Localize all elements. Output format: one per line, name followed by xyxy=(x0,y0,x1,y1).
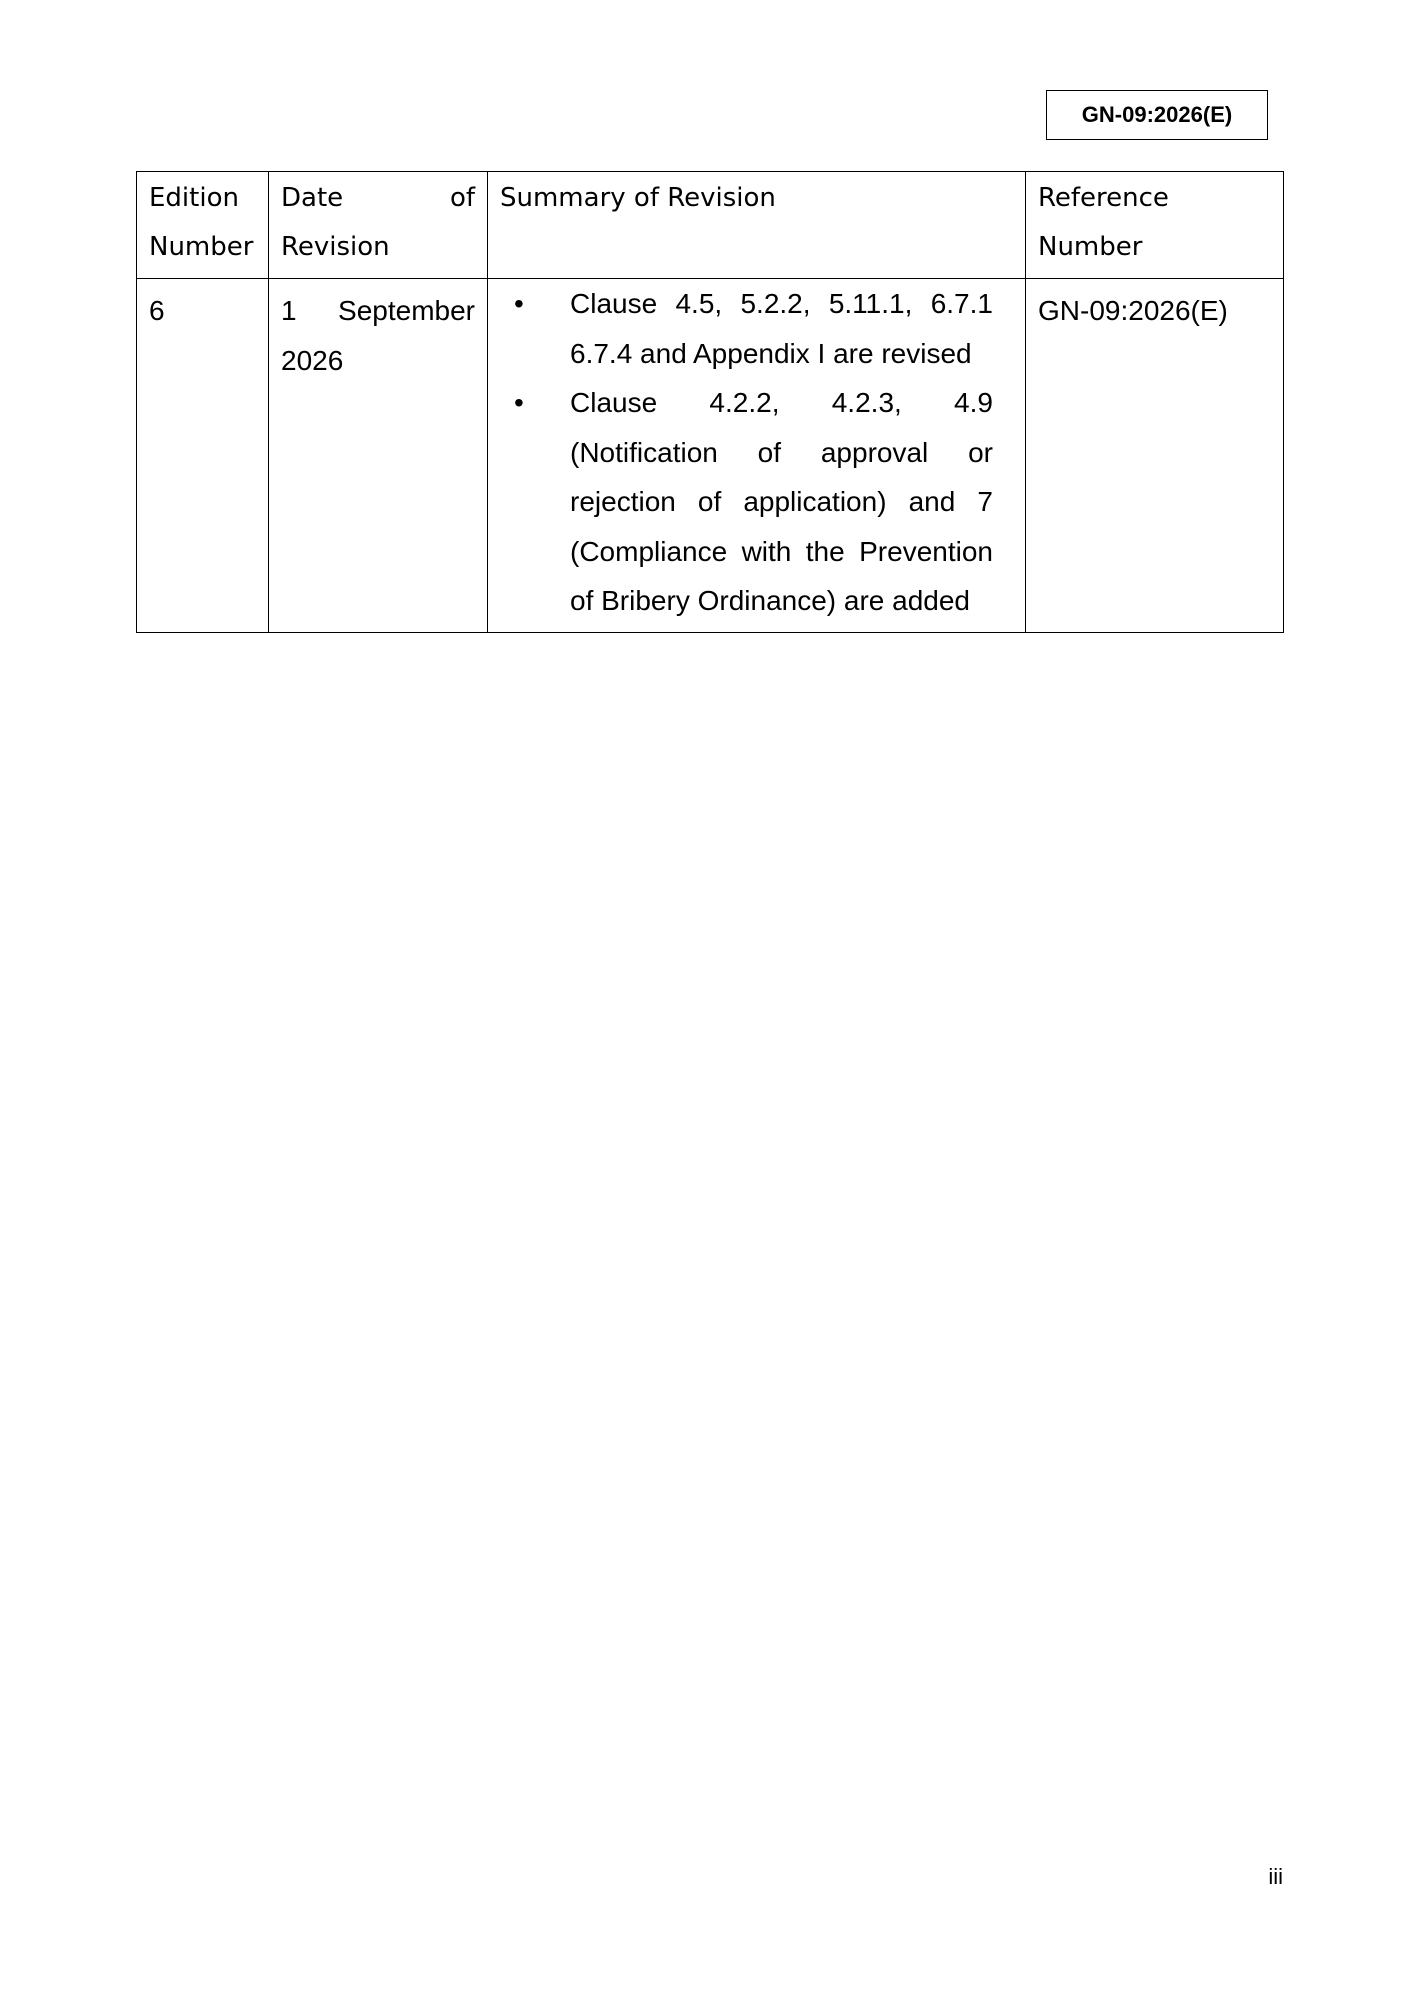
cell-text: 6 xyxy=(149,295,165,326)
header-text: Number xyxy=(149,232,254,262)
header-text: Summary of Revision xyxy=(500,183,776,213)
header-line xyxy=(281,174,475,223)
header-summary-of-revision xyxy=(488,172,1026,279)
table-row xyxy=(137,279,1284,633)
summary-word: Clause xyxy=(570,387,658,418)
cell-summary-of-revision xyxy=(488,279,1026,633)
header-date-of-revision xyxy=(269,172,488,279)
revision-table xyxy=(136,171,1284,633)
cell-word: 1 xyxy=(281,295,297,326)
summary-word: approval xyxy=(820,436,929,468)
cell-line xyxy=(281,286,475,336)
summary-word: 4.2.2, xyxy=(709,387,780,418)
bullet-icon: • xyxy=(514,387,524,418)
summary-line xyxy=(570,477,993,527)
summary-line xyxy=(570,279,993,329)
summary-word: (Notification xyxy=(570,436,718,468)
summary-bullet-list xyxy=(500,279,1013,626)
cell-word: September xyxy=(338,295,475,326)
summary-word: 4.2.3, xyxy=(831,387,902,418)
summary-word: rejection xyxy=(570,486,676,517)
header-text: Number xyxy=(1038,232,1143,262)
document-reference-box xyxy=(1046,90,1268,140)
header-word: Date xyxy=(281,183,344,213)
cell-text: 2026 xyxy=(281,344,344,376)
summary-word: 6.7.1 xyxy=(930,288,993,319)
summary-word: 4.5, xyxy=(675,288,723,319)
summary-line xyxy=(570,378,993,428)
bullet-icon: • xyxy=(514,288,524,319)
summary-bullet-item xyxy=(500,279,1013,378)
header-text: Reference xyxy=(1038,183,1169,213)
summary-word: the xyxy=(805,535,845,567)
header-text: Edition xyxy=(149,183,239,213)
summary-word: (Compliance xyxy=(570,535,728,567)
summary-word: 7 xyxy=(977,486,993,517)
cell-date-of-revision xyxy=(269,279,488,633)
summary-word: with xyxy=(741,535,792,567)
summary-line: of Bribery Ordinance) are added xyxy=(570,585,970,616)
header-word: of xyxy=(449,183,475,213)
cell-edition-number xyxy=(137,279,269,633)
cell-text: GN-09:2026(E) xyxy=(1038,295,1228,326)
summary-word: or xyxy=(968,436,993,468)
document-reference-label: GN-09:2026(E) xyxy=(1081,102,1233,127)
summary-word: 5.11.1, xyxy=(828,288,913,319)
summary-word: 4.9 xyxy=(954,387,993,418)
summary-word: and xyxy=(908,486,956,517)
header-text: Revision xyxy=(281,232,390,262)
summary-word: of xyxy=(697,486,722,517)
summary-word: 5.2.2, xyxy=(740,288,811,319)
summary-word: application) xyxy=(743,486,887,517)
page-number: iii xyxy=(1268,1864,1283,1889)
summary-bullet-item xyxy=(500,378,1013,626)
header-reference-number xyxy=(1026,172,1284,279)
cell-reference-number xyxy=(1026,279,1284,633)
summary-line xyxy=(570,428,993,478)
summary-word: Clause xyxy=(570,288,658,319)
summary-line xyxy=(570,527,993,577)
summary-word: of xyxy=(757,436,782,468)
summary-word: Prevention xyxy=(859,535,993,567)
summary-line: 6.7.4 and Appendix I are revised xyxy=(570,337,972,369)
table-header-row xyxy=(137,172,1284,279)
header-edition-number xyxy=(137,172,269,279)
